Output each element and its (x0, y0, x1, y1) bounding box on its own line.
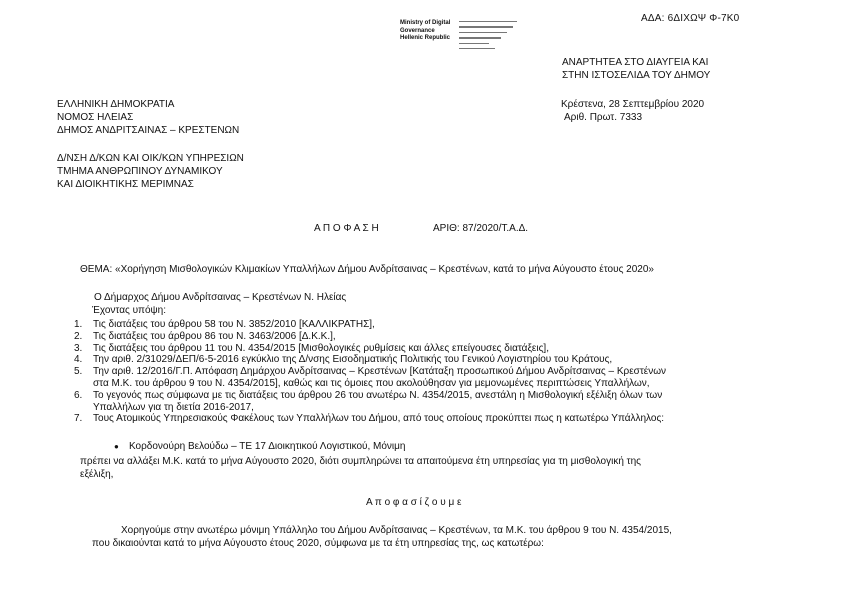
header-municipality: ΔΗΜΟΣ ΑΝΔΡΙΤΣΑΙΝΑΣ – ΚΡΕΣΤΕΝΩΝ (57, 125, 240, 136)
decision-number: ΑΡΙΘ: 87/2020/Τ.Α.Δ. (433, 223, 529, 234)
list-item: 3. Τις διατάξεις του άρθρου 11 του Ν. 4354/2015 [Μισθολογικές ρυθμίσεις και άλλες επείγουσες διατάξεις], (74, 342, 549, 354)
signature-issuer: Ministry of Digital Governance Hellenic Republic (400, 20, 451, 41)
list-item: 7. Τους Ατομικούς Υπηρεσιακούς Φακέλους των Υπαλλήλων του Δήμου, από τους οποίους προκύπτει πως η κατωτέρω Υπάλληλος: (74, 413, 665, 425)
header-prefecture: ΝΟΜΟΣ ΗΛΕΙΑΣ (57, 112, 134, 123)
must-change-line1: πρέπει να αλλάξει Μ.Κ. κατά το μήνα Αύγουστο 2020, διότι συμπληρώνει τα απαιτούμενα έτη υπηρεσίας για τη μισθολογική της (80, 456, 642, 467)
header-republic: ΕΛΛΗΝΙΚΗ ΔΗΜΟΚΡΑΤΙΑ (57, 99, 175, 110)
decision-label: Α Π Ο Φ Α Σ Η (314, 223, 379, 234)
ada-code: ΑΔΑ: 6ΔΙΧΩΨ Φ-7Κ0 (641, 13, 740, 24)
considering-label: Έχοντας υπόψη: (92, 305, 166, 316)
document-date: Κρέστενα, 28 Σεπτεμβρίου 2020 (561, 99, 705, 110)
signature-details (459, 21, 529, 53)
list-item: 2. Τις διατάξεις του άρθρου 86 του Ν. 3463/2006 [Δ.Κ.Κ.], (74, 330, 336, 342)
protocol-number: Αριθ. Πρωτ. 7333 (564, 112, 643, 123)
bullet-icon: ● (114, 442, 119, 451)
department-line1: Δ/ΝΣΗ Δ/ΚΩΝ ΚΑΙ ΟΙΚ/ΚΩΝ ΥΠΗΡΕΣΙΩΝ (57, 153, 244, 164)
considerations-list (74, 319, 804, 425)
posting-notice-line1: ΑΝΑΡΤΗΤΕΑ ΣΤΟ ΔΙΑΥΓΕΙΑ ΚΑΙ (562, 57, 709, 68)
department-line2: ΤΜΗΜΑ ΑΝΘΡΩΠΙΝΟΥ ΔΥΝΑΜΙΚΟΥ (57, 166, 223, 177)
employee-entry: Κορδονούρη Βελούδω – ΤΕ 17 Διοικητικού Λογιστικού, Μόνιμη (129, 441, 406, 452)
list-item: 5. Την αριθ. 12/2016/Γ.Π. Απόφαση Δημάρχου Ανδρίτσαινας – Κρεστένων [Κατάταξη προσωπικού Δήμου Ανδρίτσαινας – Κρεστένων στα Μ.Κ. του άρθρου 9 του Ν. 4354/2015], καθώς και τις όμοιες που ακολούθησαν για μεμονωμένες περιπτώσεις Υπαλλήλων, (74, 366, 667, 389)
grant-line1: Χορηγούμε στην ανωτέρω μόνιμη Υπάλληλο του Δήμου Ανδρίτσαινας – Κρεστένων, τα Μ.Κ. του άρθρου 9 του Ν. 4354/2015, (121, 525, 672, 536)
list-item: 4. Την αριθ. 2/31029/ΔΕΠ/6-5-2016 εγκύκλιο της Δ/νσης Εισοδηματικής Πολιτικής του Γενικού Λογιστηρίου του Κράτους, (74, 354, 613, 366)
grant-line2: που δικαιούνται κατά το μήνα Αύγουστο έτους 2020, σύμφωνα με τα έτη υπηρεσίας της, ως κατωτέρω: (92, 538, 544, 549)
department-line3: ΚΑΙ ΔΙΟΙΚΗΤΙΚΗΣ ΜΕΡΙΜΝΑΣ (57, 179, 194, 190)
mayor-line: Ο Δήμαρχος Δήμου Ανδρίτσαινας – Κρεστένων Ν. Ηλείας (94, 292, 347, 303)
list-item: 1. Τις διατάξεις του άρθρου 58 του Ν. 3852/2010 [ΚΑΛΛΙΚΡΑΤΗΣ], (74, 319, 375, 330)
list-item: 6. Το γεγονός πως σύμφωνα με τις διατάξεις του άρθρου 26 του ανωτέρω Ν. 4354/2015, ανεστάλη η Μισθολογική εξέλιξη όλων των Υπαλλήλων για τη διετία 2016-2017, (74, 389, 663, 413)
must-change-line2: εξέλιξη, (80, 469, 114, 480)
we-decide-heading: Α π ο φ α σ ί ζ ο υ μ ε (366, 497, 462, 508)
digital-signature (400, 20, 530, 56)
posting-notice-line2: ΣΤΗΝ ΙΣΤΟΣΕΛΙΔΑ ΤΟΥ ΔΗΜΟΥ (562, 70, 711, 81)
subject: ΘΕΜΑ: «Χορήγηση Μισθολογικών Κλιμακίων Υπαλλήλων Δήμου Ανδρίτσαινας – Κρεστένων, κατά το μήνα Αύγουστο έτους 2020» (80, 264, 654, 275)
